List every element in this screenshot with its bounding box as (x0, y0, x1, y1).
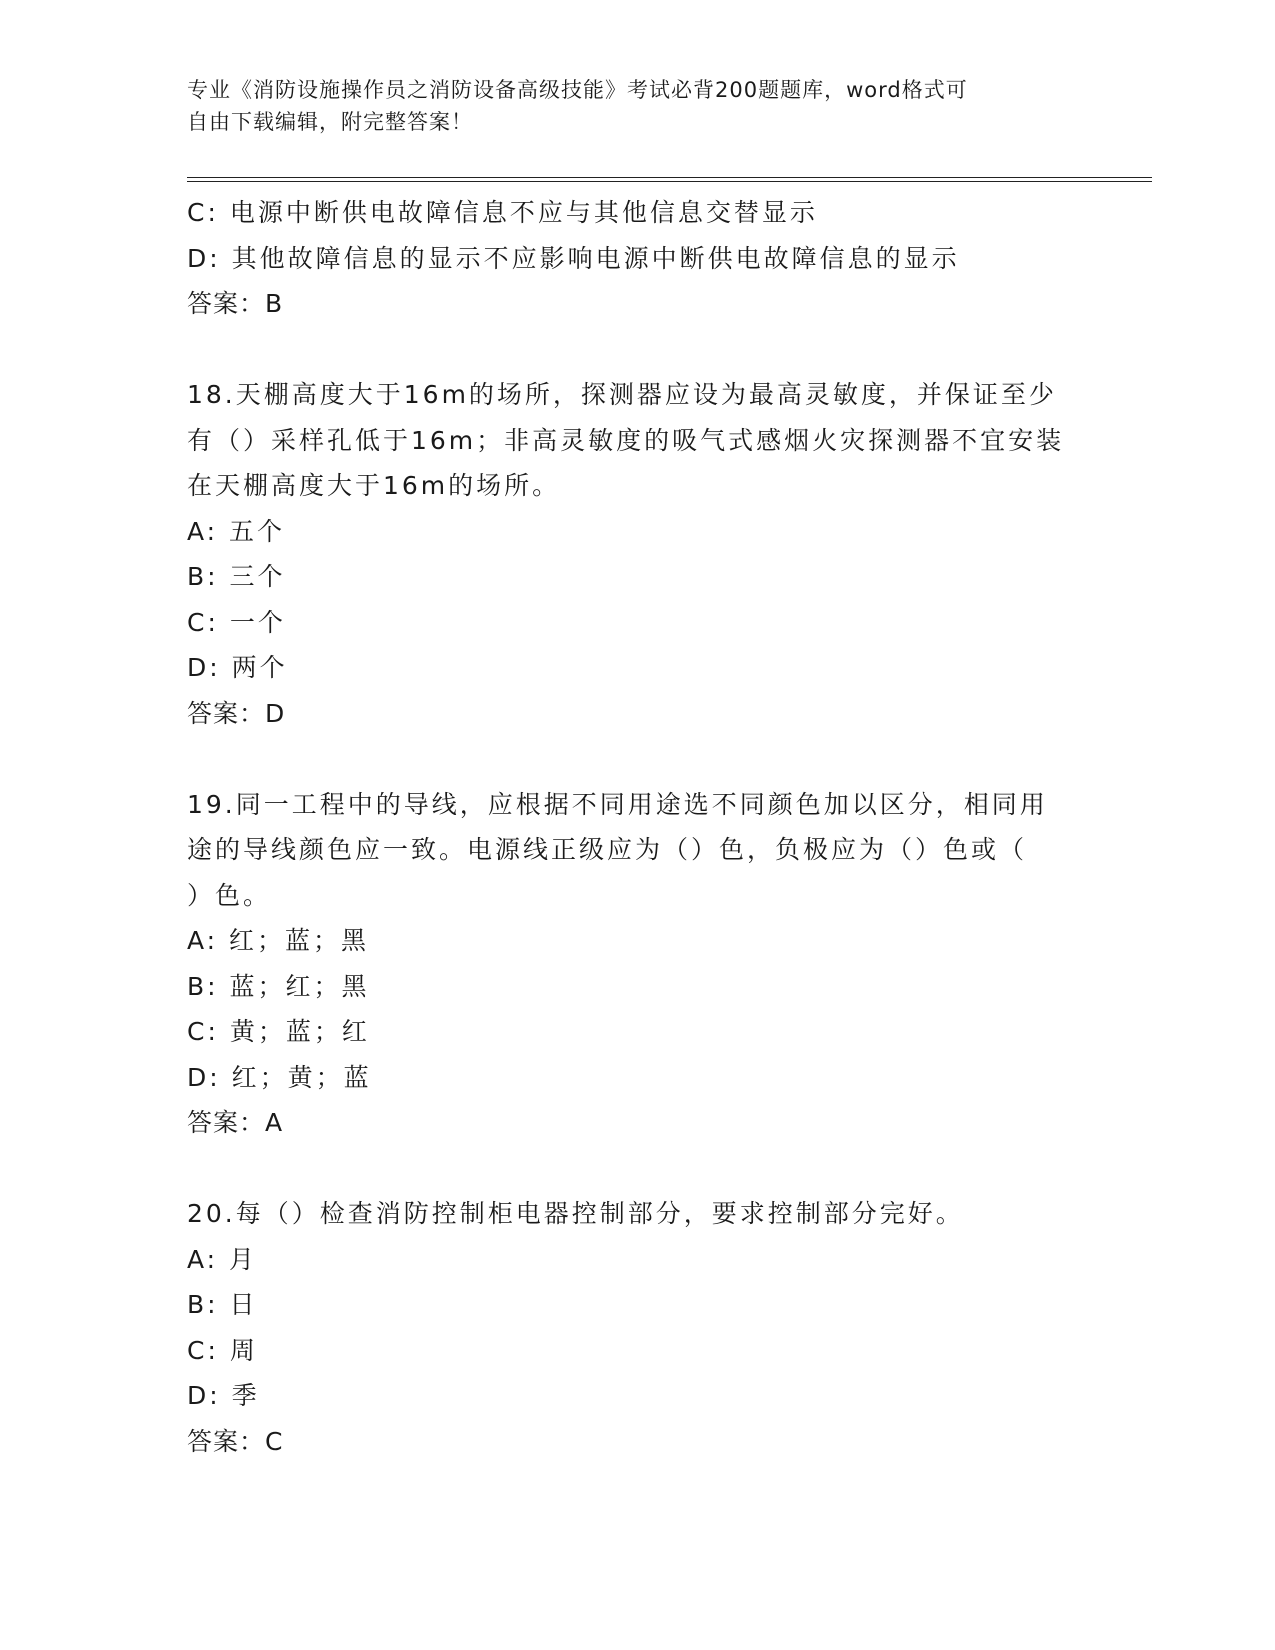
option-a: A: 红；蓝；黑 (187, 926, 370, 955)
answer-line: 答案：D (187, 698, 286, 728)
question-stem-line: 20.每（）检查消防控制柜电器控制部分，要求控制部分完好。 (187, 1199, 964, 1228)
question-stem-line: 在天棚高度大于16m的场所。 (187, 471, 561, 500)
question-stem-line: 途的导线颜色应一致。电源线正级应为（）色，负极应为（）色或（ (187, 835, 1028, 864)
option-a: A: 五个 (187, 516, 286, 546)
question-19 (187, 782, 1087, 1146)
question-18 (187, 372, 1087, 736)
spacer (187, 1146, 1087, 1192)
option-d: D: 季 (187, 1381, 260, 1410)
option-c: C: 电源中断供电故障信息不应与其他信息交替显示 (187, 198, 818, 227)
question-17-continued (187, 190, 1087, 327)
option-d: D: 两个 (187, 653, 288, 682)
header-divider-top (187, 177, 1152, 178)
option-b: B: 日 (187, 1290, 258, 1319)
answer-line: 答案：B (187, 289, 284, 318)
option-b: B: 三个 (187, 562, 286, 591)
question-20 (187, 1191, 1087, 1464)
option-c: C: 黄；蓝；红 (187, 1017, 370, 1046)
header-divider-bottom (187, 181, 1152, 182)
header-title-line-1: 专业《消防设施操作员之消防设备高级技能》考试必背200题题库，word格式可 (187, 78, 968, 102)
spacer (187, 327, 1087, 373)
question-stem-line: 19.同一工程中的导线，应根据不同用途选不同颜色加以区分，相同用 (187, 789, 1048, 819)
header-title-line-2: 自由下载编辑，附完整答案！ (187, 110, 473, 134)
option-c: C: 周 (187, 1335, 258, 1365)
question-stem-line: 18.天棚高度大于16m的场所，探测器应设为最高灵敏度，并保证至少 (187, 380, 1057, 409)
document-header (187, 74, 1067, 138)
answer-line: 答案：C (187, 1426, 284, 1456)
question-list (187, 190, 1087, 1464)
spacer (187, 736, 1087, 782)
answer-line: 答案：A (187, 1108, 284, 1137)
option-a: A: 月 (187, 1244, 258, 1274)
option-d: D: 其他故障信息的显示不应影响电源中断供电故障信息的显示 (187, 243, 960, 273)
question-stem-line: ）色。 (187, 880, 272, 910)
option-c: C: 一个 (187, 607, 286, 637)
option-b: B: 蓝；红；黑 (187, 971, 370, 1001)
question-stem-line: 有（）采样孔低于16m；非高灵敏度的吸气式感烟火灾探测器不宜安装 (187, 425, 1065, 455)
option-d: D: 红；黄；蓝 (187, 1062, 372, 1092)
